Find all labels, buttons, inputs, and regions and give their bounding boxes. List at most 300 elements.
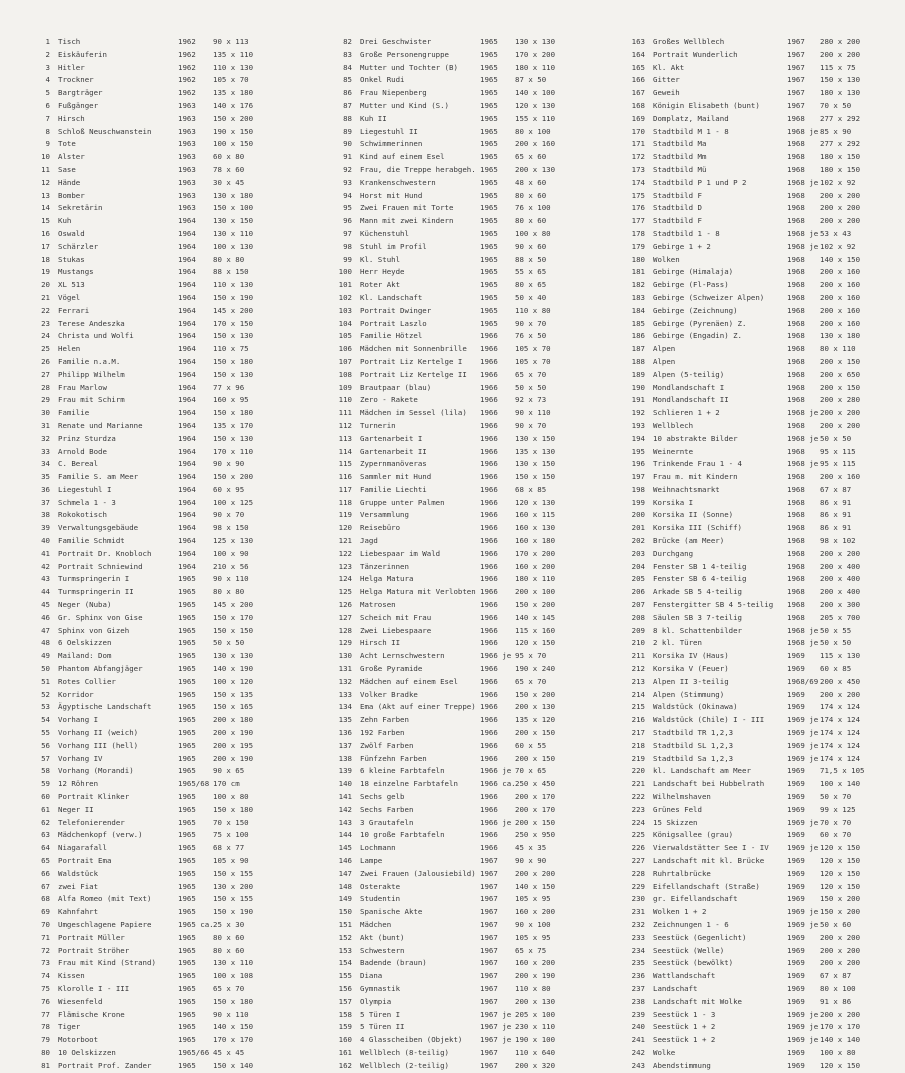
entry-number: 224 — [631, 817, 645, 827]
entry-title: Neger II — [58, 804, 94, 814]
entry-title: Mädchen im Sessel (lila) — [360, 408, 467, 418]
entry-number: 72 — [41, 945, 50, 955]
entry-title: Landschaft — [653, 983, 698, 993]
entry-dimensions: 110 x 640 — [515, 1047, 556, 1057]
catalogue-entry — [28, 740, 278, 753]
catalogue-entry — [28, 151, 278, 164]
entry-dimensions: 65 x 70 — [515, 369, 547, 379]
entry-number: 87 — [343, 100, 352, 110]
entry-year: 1966 — [480, 433, 498, 443]
entry-number: 12 — [41, 177, 50, 187]
entry-title: Seestück 1 - 3 — [653, 1009, 716, 1019]
entry-title: Portrait Dwinger — [360, 305, 432, 315]
entry-dimensions: 76 x 50 — [515, 331, 547, 341]
entry-title: Oswald — [58, 228, 85, 238]
entry-title: Versammlung — [360, 510, 409, 520]
entry-year: 1965 — [178, 651, 196, 661]
entry-title: Frau, die Treppe herabgeh. — [360, 164, 476, 174]
entry-year: 1967 — [480, 932, 498, 942]
entry-title: Stuhl im Profil — [360, 241, 427, 251]
entry-title: Tote — [58, 139, 76, 149]
entry-year: 1969 — [787, 1047, 805, 1057]
entry-year: 1967 — [480, 983, 498, 993]
entry-title: Mustangs — [58, 267, 94, 277]
catalogue-entry — [625, 1021, 890, 1034]
entry-year: 1962 — [178, 49, 196, 59]
entry-year: 1965 — [178, 881, 196, 891]
entry-title: Drei Geschwister — [360, 37, 432, 46]
entry-title: Seestück (Welle) — [653, 945, 725, 955]
catalogue-entry — [330, 919, 580, 932]
entry-title: Acht Lernschwestern — [360, 651, 445, 661]
entry-number: 138 — [338, 753, 352, 763]
catalogue-entry — [625, 804, 890, 817]
entry-number: 9 — [45, 139, 50, 149]
entry-number: 1 — [45, 37, 50, 46]
entry-dimensions: 200 x 650 — [820, 369, 861, 379]
entry-year: 1966 — [480, 369, 498, 379]
entry-number: 222 — [631, 792, 645, 802]
entry-dimensions: 90 x 70 — [515, 420, 547, 430]
entry-number: 130 — [338, 651, 352, 661]
entry-title: Osterakte — [360, 881, 401, 891]
entry-title: Weihnachtsmarkt — [653, 484, 720, 494]
entry-year: 1968 — [787, 318, 805, 328]
entry-year: 1965 — [178, 843, 196, 853]
entry-dimensions: 174 x 124 — [820, 728, 861, 738]
entry-year: 1965 — [178, 676, 196, 686]
entry-title: 6 Oelskizzen — [58, 638, 112, 648]
entry-number: 50 — [41, 664, 50, 674]
entry-number: 39 — [41, 523, 50, 533]
catalogue-entry — [625, 637, 890, 650]
entry-number: 216 — [631, 715, 645, 725]
entry-title: Spanische Akte — [360, 907, 423, 917]
catalogue-entry — [330, 868, 580, 881]
entry-title: 10 Oelskizzen — [58, 1047, 116, 1057]
entry-number: 152 — [338, 932, 352, 942]
entry-title: Schmela 1 - 3 — [58, 497, 116, 507]
catalogue-entry — [28, 356, 278, 369]
entry-number: 107 — [338, 356, 352, 366]
catalogue-entry — [330, 957, 580, 970]
entry-year: 1965 — [178, 600, 196, 610]
entry-number: 179 — [631, 241, 645, 251]
catalogue-entry — [330, 791, 580, 804]
entry-title: Brücke (am Meer) — [653, 536, 725, 546]
entry-year: 1969 — [787, 779, 805, 789]
entry-year: 1964 — [178, 356, 196, 366]
entry-number: 113 — [338, 433, 352, 443]
entry-title: Alpen — [653, 356, 676, 366]
catalogue-entry — [625, 190, 890, 203]
entry-title: Portrait Wunderlich — [653, 49, 738, 59]
entry-number: 85 — [343, 75, 352, 85]
entry-year: 1965 — [178, 830, 196, 840]
entry-number: 208 — [631, 612, 645, 622]
entry-year: 1965 — [178, 740, 196, 750]
entry-number: 61 — [41, 804, 50, 814]
entry-dimensions: 190 x 100 — [515, 1035, 556, 1045]
entry-year: 1967 — [787, 49, 805, 59]
entry-dimensions: 120 x 130 — [515, 497, 556, 507]
entry-title: Domplatz, Mailand — [653, 113, 729, 123]
entry-dimensions: 160 x 130 — [515, 523, 556, 533]
entry-year: 1965 — [480, 62, 498, 72]
entry-year: 1967 je — [480, 1022, 512, 1032]
entry-year: 1968 je — [787, 241, 819, 251]
entry-dimensions: 200 x 300 — [820, 600, 861, 610]
catalogue-entry — [28, 932, 278, 945]
catalogue-entry — [28, 893, 278, 906]
entry-dimensions: 80 x 110 — [820, 344, 856, 354]
entry-dimensions: 130 x 150 — [515, 433, 556, 443]
entry-dimensions: 99 x 125 — [820, 804, 856, 814]
entry-year: 1964 — [178, 254, 196, 264]
catalogue-entry — [28, 778, 278, 791]
entry-title: Große Pyramide — [360, 664, 423, 674]
entry-title: Vierwaldstätter See I - IV — [653, 843, 769, 853]
entry-year: 1965 — [178, 638, 196, 648]
entry-title: Sechs gelb — [360, 792, 405, 802]
entry-dimensions: 190 x 240 — [515, 664, 556, 674]
entry-year: 1967 je — [480, 1035, 512, 1045]
entry-year: 1965 — [480, 254, 498, 264]
entry-number: 122 — [338, 548, 352, 558]
catalogue-entry — [28, 164, 278, 177]
entry-title: Motorboot — [58, 1035, 99, 1045]
entry-dimensions: 90 x 65 — [213, 766, 245, 776]
entry-year: 1965 — [480, 139, 498, 149]
entry-dimensions: 50 x 50 — [213, 638, 245, 648]
entry-dimensions: 95 x 115 — [820, 446, 856, 456]
entry-year: 1965 — [480, 216, 498, 226]
entry-dimensions: 45 x 35 — [515, 843, 547, 853]
entry-year: 1965 — [480, 49, 498, 59]
entry-number: 184 — [631, 305, 645, 315]
entry-number: 8 — [45, 126, 50, 136]
catalogue-entry — [28, 241, 278, 254]
entry-dimensions: 170 cm — [213, 779, 240, 789]
entry-number: 210 — [631, 638, 645, 648]
entry-dimensions: 120 x 130 — [515, 100, 556, 110]
entry-year: 1964 — [178, 228, 196, 238]
entry-number: 36 — [41, 484, 50, 494]
catalogue-entry — [625, 164, 890, 177]
entry-number: 182 — [631, 280, 645, 290]
entry-title: Roter Akt — [360, 280, 401, 290]
entry-year: 1964 — [178, 497, 196, 507]
catalogue-entry — [330, 1060, 580, 1073]
entry-number: 125 — [338, 587, 352, 597]
entry-year: 1965 — [480, 126, 498, 136]
entry-year: 1964 — [178, 216, 196, 226]
catalogue-entry — [28, 484, 278, 497]
entry-dimensions: 130 x 110 — [213, 228, 254, 238]
catalogue-entry — [330, 113, 580, 126]
entry-year: 1965 — [178, 996, 196, 1006]
entry-number: 22 — [41, 305, 50, 315]
entry-dimensions: 100 x 120 — [213, 676, 254, 686]
catalogue-entry — [330, 573, 580, 586]
catalogue-entry — [28, 970, 278, 983]
entry-title: Vorhang IV — [58, 753, 103, 763]
entry-year: 1964 — [178, 280, 196, 290]
entry-number: 98 — [343, 241, 352, 251]
entry-dimensions: 230 x 110 — [515, 1022, 556, 1032]
entry-year: 1963 — [178, 113, 196, 123]
entry-dimensions: 100 x 90 — [213, 548, 249, 558]
entry-dimensions: 150 x 100 — [213, 203, 254, 213]
catalogue-entry — [28, 458, 278, 471]
catalogue-entry — [28, 842, 278, 855]
entry-year: 1969 — [787, 856, 805, 865]
entry-number: 54 — [41, 715, 50, 725]
catalogue-entry — [330, 701, 580, 714]
entry-number: 83 — [343, 49, 352, 59]
entry-year: 1969 — [787, 804, 805, 814]
entry-title: Umgeschlagene Papiere — [58, 919, 152, 929]
entry-year: 1963 — [178, 203, 196, 213]
entry-title: Scheich mit Frau — [360, 612, 432, 622]
entry-year: 1964 — [178, 420, 196, 430]
entry-title: Familie Hötzel — [360, 331, 423, 341]
catalogue-entry — [28, 87, 278, 100]
entry-dimensions: 277 x 292 — [820, 113, 861, 123]
entry-year: 1968 — [787, 292, 805, 302]
entry-year: 1965 — [178, 574, 196, 584]
entry-number: 197 — [631, 472, 645, 482]
catalogue-entry — [625, 625, 890, 638]
entry-number: 66 — [41, 868, 50, 878]
entry-year: 1965 — [178, 689, 196, 699]
entry-dimensions: 77 x 96 — [213, 382, 245, 392]
catalogue-entry — [625, 113, 890, 126]
catalogue-entry — [28, 612, 278, 625]
entry-dimensions: 170 x 170 — [820, 1022, 861, 1032]
entry-year: 1966 — [480, 472, 498, 482]
entry-year: 1965 — [178, 664, 196, 674]
catalogue-entry — [330, 676, 580, 689]
entry-year: 1964 — [178, 292, 196, 302]
entry-dimensions: 180 x 130 — [820, 88, 861, 98]
entry-title: Gartenarbeit I — [360, 433, 423, 443]
catalogue-entry — [625, 49, 890, 62]
entry-year: 1966 — [480, 382, 498, 392]
entry-title: 10 abstrakte Bilder — [653, 433, 738, 443]
entry-number: 181 — [631, 267, 645, 277]
entry-year: 1965 — [178, 932, 196, 942]
entry-year: 1968 — [787, 484, 805, 494]
entry-title: Grünes Feld — [653, 804, 702, 814]
catalogue-entry — [625, 906, 890, 919]
entry-year: 1966 — [480, 830, 498, 840]
entry-title: Vorhang I — [58, 715, 99, 725]
entry-number: 62 — [41, 817, 50, 827]
entry-year: 1968 — [787, 152, 805, 162]
entry-year: 1964 — [178, 548, 196, 558]
entry-number: 26 — [41, 356, 50, 366]
entry-number: 60 — [41, 792, 50, 802]
entry-title: Ferrari — [58, 305, 90, 315]
catalogue-entry — [330, 190, 580, 203]
entry-dimensions: 200 x 160 — [515, 139, 556, 149]
entry-year: 1965 — [480, 318, 498, 328]
entry-year: 1967 — [787, 62, 805, 72]
entry-dimensions: 200 x 200 — [820, 420, 861, 430]
catalogue-entry — [625, 561, 890, 574]
entry-year: 1966 — [480, 715, 498, 725]
entry-year: 1969 je — [787, 817, 819, 827]
entry-year: 1967 — [480, 919, 498, 929]
entry-number: 32 — [41, 433, 50, 443]
entry-title: Gruppe unter Palmen — [360, 497, 445, 507]
entry-dimensions: 170 x 150 — [213, 318, 254, 328]
entry-title: Jagd — [360, 536, 378, 546]
catalogue-entry — [28, 919, 278, 932]
entry-title: Schloß Neuschwanstein — [58, 126, 152, 136]
entry-year: 1968 je — [787, 177, 819, 187]
entry-title: Gebirge (Engadin) Z. — [653, 331, 742, 341]
entry-dimensions: 200 x 320 — [515, 1060, 556, 1070]
entry-number: 163 — [631, 37, 645, 46]
catalogue-entry — [28, 714, 278, 727]
entry-number: 170 — [631, 126, 645, 136]
catalogue-column-3 — [625, 36, 890, 1073]
entry-year: 1965 — [178, 625, 196, 635]
entry-year: 1966 — [480, 420, 498, 430]
entry-dimensions: 110 x 80 — [515, 305, 551, 315]
catalogue-entry — [625, 356, 890, 369]
entry-year: 1964 — [178, 536, 196, 546]
entry-number: 108 — [338, 369, 352, 379]
catalogue-entry — [330, 433, 580, 446]
entry-number: 242 — [631, 1047, 645, 1057]
entry-year: 1966 — [480, 536, 498, 546]
catalogue-entry — [330, 689, 580, 702]
entry-number: 148 — [338, 881, 352, 891]
entry-dimensions: 150 x 200 — [213, 113, 254, 123]
entry-dimensions: 110 x 80 — [515, 983, 551, 993]
catalogue-entry — [330, 87, 580, 100]
entry-dimensions: 200 x 160 — [820, 280, 861, 290]
entry-title: Vorhang III (hell) — [58, 740, 139, 750]
entry-dimensions: 160 x 200 — [515, 907, 556, 917]
entry-number: 45 — [41, 600, 50, 610]
catalogue-entry — [28, 74, 278, 87]
catalogue-entry — [330, 254, 580, 267]
entry-number: 78 — [41, 1022, 50, 1032]
entry-year: 1965 — [480, 203, 498, 213]
entry-year: 1966 — [480, 484, 498, 494]
entry-number: 105 — [338, 331, 352, 341]
catalogue-entry — [330, 1047, 580, 1060]
entry-title: Prinz Sturdza — [58, 433, 116, 443]
entry-dimensions: 150 x 180 — [213, 996, 254, 1006]
entry-number: 189 — [631, 369, 645, 379]
entry-title: Gebirge (Pyrenäen) Z. — [653, 318, 747, 328]
entry-title: Kahnfahrt — [58, 907, 99, 917]
entry-title: Alfa Romeo (mit Text) — [58, 894, 152, 904]
entry-dimensions: 200 x 195 — [213, 740, 254, 750]
entry-dimensions: 105 x 95 — [515, 932, 551, 942]
entry-number: 165 — [631, 62, 645, 72]
entry-dimensions: 60 x 55 — [515, 740, 547, 750]
entry-year: 1965 — [178, 983, 196, 993]
catalogue-entry — [330, 906, 580, 919]
entry-title: Lochmann — [360, 843, 396, 853]
entry-number: 217 — [631, 728, 645, 738]
entry-title: Sechs Farben — [360, 804, 414, 814]
entry-number: 239 — [631, 1009, 645, 1019]
entry-number: 157 — [338, 996, 352, 1006]
catalogue-entry — [28, 36, 278, 49]
catalogue-entry — [28, 855, 278, 868]
entry-number: 38 — [41, 510, 50, 520]
entry-year: 1967 — [480, 907, 498, 917]
entry-title: Mann mit zwei Kindern — [360, 216, 454, 226]
entry-year: 1968 — [787, 536, 805, 546]
entry-number: 199 — [631, 497, 645, 507]
catalogue-entry — [28, 369, 278, 382]
entry-year: 1964 — [178, 369, 196, 379]
catalogue-entry — [28, 394, 278, 407]
entry-title: Kind auf einem Esel — [360, 152, 445, 162]
entry-dimensions: 60 x 80 — [213, 152, 245, 162]
entry-year: 1968 je — [787, 228, 819, 238]
entry-dimensions: 200 x 150 — [820, 382, 861, 392]
entry-title: Flämische Krone — [58, 1009, 125, 1019]
entry-year: 1968 je — [787, 126, 819, 136]
entry-dimensions: 250 x 450 — [515, 779, 556, 789]
entry-title: Trinkende Frau 1 - 4 — [653, 459, 742, 469]
entry-year: 1968 je — [787, 408, 819, 418]
catalogue-entry — [330, 164, 580, 177]
entry-number: 47 — [41, 625, 50, 635]
entry-title: Tänzerinnen — [360, 561, 409, 571]
catalogue-entry — [28, 753, 278, 766]
entry-number: 33 — [41, 446, 50, 456]
entry-number: 49 — [41, 651, 50, 661]
entry-title: Reisebüro — [360, 523, 401, 533]
entry-number: 89 — [343, 126, 352, 136]
entry-title: Tiger — [58, 1022, 81, 1032]
catalogue-entry — [28, 1009, 278, 1022]
entry-dimensions: 200 x 200 — [820, 945, 861, 955]
catalogue-entry — [330, 343, 580, 356]
entry-dimensions: 88 x 50 — [515, 254, 547, 264]
entry-number: 139 — [338, 766, 352, 776]
entry-title: Krankenschwestern — [360, 177, 436, 187]
entry-dimensions: 200 x 160 — [820, 305, 861, 315]
entry-year: 1967 — [480, 856, 498, 865]
entry-number: 94 — [343, 190, 352, 200]
catalogue-entry — [625, 1034, 890, 1047]
entry-dimensions: 174 x 124 — [820, 753, 861, 763]
entry-dimensions: 200 x 190 — [213, 753, 254, 763]
entry-number: 128 — [338, 625, 352, 635]
entry-dimensions: 150 x 170 — [213, 612, 254, 622]
catalogue-entry — [28, 100, 278, 113]
entry-dimensions: 30 x 45 — [213, 177, 245, 187]
entry-dimensions: 65 x 70 — [213, 983, 245, 993]
catalogue-entry — [625, 100, 890, 113]
entry-dimensions: 200 x 160 — [820, 267, 861, 277]
entry-dimensions: 200 x 180 — [213, 715, 254, 725]
entry-title: Große Personengruppe — [360, 49, 449, 59]
entry-title: Fenster SB 1 4-teilig — [653, 561, 747, 571]
entry-dimensions: 150 x 155 — [213, 894, 254, 904]
